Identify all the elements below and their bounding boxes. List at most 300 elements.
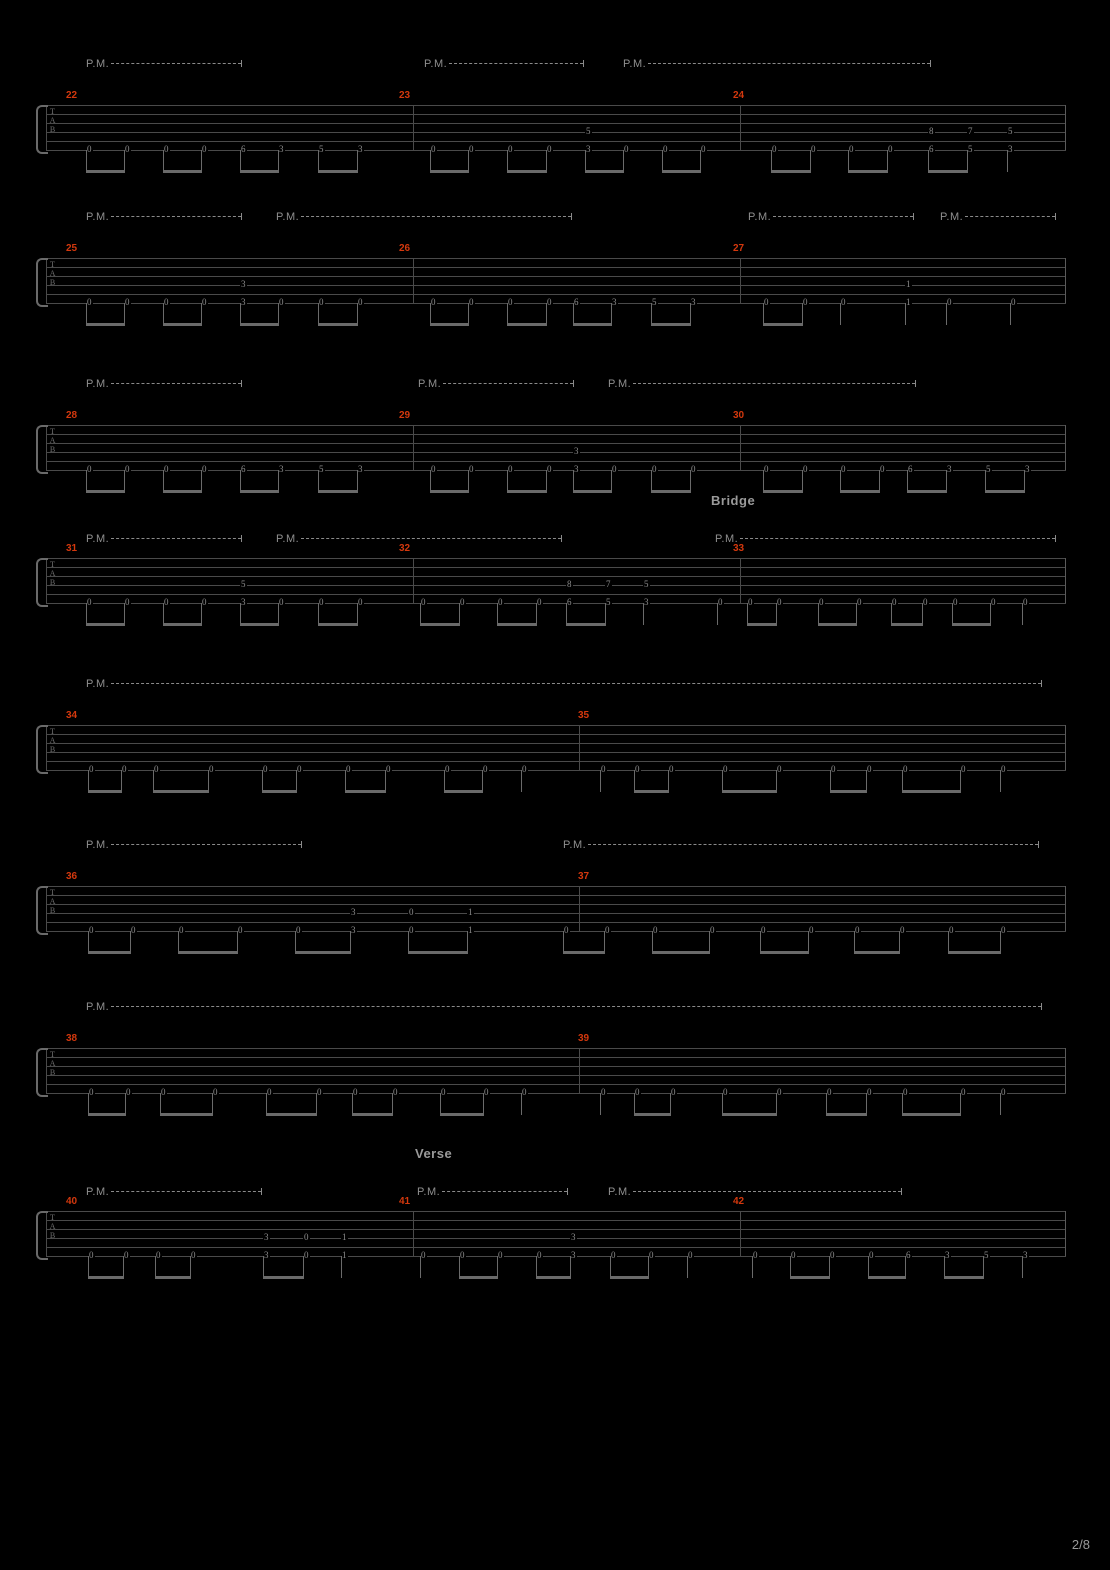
note-beam	[497, 623, 537, 626]
fret-number: 1	[906, 297, 911, 307]
palm-mute-marking	[86, 839, 302, 851]
palm-mute-marking	[86, 678, 1042, 690]
staff-line	[46, 294, 1066, 295]
fret-number: 0	[202, 144, 207, 154]
fret-number: 0	[663, 144, 668, 154]
staff-line	[46, 904, 1066, 905]
note-stem	[1000, 1093, 1001, 1115]
note-stem	[521, 770, 522, 792]
palm-mute-end-tick	[1041, 1003, 1042, 1010]
palm-mute-end-tick	[241, 535, 242, 542]
note-stem	[345, 770, 346, 792]
note-stem	[752, 1256, 753, 1278]
staff-line	[46, 434, 1066, 435]
palm-mute-end-tick	[241, 213, 242, 220]
note-beam	[790, 1276, 830, 1279]
note-stem	[357, 603, 358, 625]
note-stem	[318, 150, 319, 172]
fret-number: 5	[1008, 126, 1013, 136]
note-beam	[318, 170, 358, 173]
fret-number: 0	[125, 144, 130, 154]
staff-brace	[36, 886, 48, 935]
measure-number: 24	[733, 90, 745, 101]
note-stem	[690, 470, 691, 492]
note-stem	[208, 770, 209, 792]
note-stem	[573, 470, 574, 492]
note-stem	[536, 1256, 537, 1278]
note-stem	[507, 470, 508, 492]
note-stem	[536, 603, 537, 625]
fret-number: 3	[691, 297, 696, 307]
tab-clef	[48, 560, 57, 587]
note-beam	[266, 1113, 317, 1116]
note-beam	[662, 170, 701, 173]
note-beam	[763, 323, 803, 326]
fret-number: 1	[906, 279, 911, 289]
palm-mute-label: P.M.	[86, 1001, 110, 1013]
note-stem	[643, 603, 644, 625]
palm-mute-label: P.M.	[418, 378, 442, 390]
fret-number: 1	[342, 1250, 347, 1260]
note-stem	[776, 603, 777, 625]
fret-number: 0	[652, 464, 657, 474]
note-stem	[237, 931, 238, 953]
note-stem	[600, 1093, 601, 1115]
fret-number: 5	[652, 297, 657, 307]
fret-number: 0	[89, 925, 94, 935]
note-stem	[420, 603, 421, 625]
fret-number: 0	[164, 597, 169, 607]
note-stem	[818, 603, 819, 625]
tab-staff	[46, 425, 1066, 470]
note-stem	[86, 303, 87, 325]
palm-mute-marking	[86, 378, 242, 390]
fret-number: 5	[606, 597, 611, 607]
fret-number: 0	[1001, 764, 1006, 774]
tab-clef-letter: A	[49, 269, 56, 278]
note-stem	[690, 303, 691, 325]
fret-number: 0	[498, 597, 503, 607]
staff-line	[46, 895, 1066, 896]
tab-clef	[48, 260, 57, 287]
note-beam	[507, 323, 547, 326]
fret-number: 5	[984, 1250, 989, 1260]
palm-mute-end-tick	[915, 380, 916, 387]
note-beam	[163, 323, 202, 326]
note-stem	[985, 470, 986, 492]
fret-number: 0	[601, 764, 606, 774]
note-stem	[848, 150, 849, 172]
staff-line	[46, 425, 1066, 426]
fret-number: 0	[857, 597, 862, 607]
note-stem	[278, 303, 279, 325]
note-stem	[507, 303, 508, 325]
note-beam	[430, 490, 469, 493]
note-stem	[1022, 1256, 1023, 1278]
barline	[740, 558, 741, 603]
barline	[1065, 105, 1066, 150]
tab-clef-letter: T	[50, 260, 55, 269]
staff-brace	[36, 725, 48, 774]
palm-mute-label: P.M.	[86, 839, 110, 851]
fret-number: 0	[304, 1232, 309, 1242]
fret-number: 0	[469, 144, 474, 154]
fret-number: 0	[358, 597, 363, 607]
palm-mute-marking	[86, 1001, 1042, 1013]
fret-number: 0	[748, 597, 753, 607]
fret-number: 0	[653, 925, 658, 935]
fret-number: 0	[624, 144, 629, 154]
tab-clef-letter: B	[49, 1231, 56, 1240]
note-stem	[521, 1093, 522, 1115]
tab-staff	[46, 558, 1066, 603]
palm-mute-marking	[86, 58, 242, 70]
note-beam	[163, 623, 202, 626]
fret-number: 7	[968, 126, 973, 136]
palm-mute-marking	[563, 839, 1039, 851]
note-beam	[178, 951, 238, 954]
note-stem	[240, 603, 241, 625]
fret-number: 5	[319, 144, 324, 154]
fret-number: 0	[421, 1250, 426, 1260]
fret-number: 0	[564, 925, 569, 935]
note-beam	[420, 623, 460, 626]
fret-number: 0	[900, 925, 905, 935]
note-beam	[985, 490, 1025, 493]
note-stem	[201, 303, 202, 325]
fret-number: 6	[241, 144, 246, 154]
note-beam	[763, 490, 803, 493]
note-beam	[88, 1276, 124, 1279]
note-stem	[163, 303, 164, 325]
staff-line	[46, 761, 1066, 762]
note-stem	[178, 931, 179, 953]
note-stem	[585, 150, 586, 172]
note-stem	[722, 1093, 723, 1115]
note-stem	[662, 150, 663, 172]
note-stem	[1000, 770, 1001, 792]
note-beam	[444, 790, 483, 793]
fret-number: 3	[358, 464, 363, 474]
staff-line	[46, 922, 1066, 923]
fret-number: 0	[87, 597, 92, 607]
section-label: Bridge	[711, 493, 756, 508]
palm-mute-end-tick	[301, 841, 302, 848]
measure-number: 32	[399, 543, 411, 554]
fret-number: 0	[161, 1087, 166, 1097]
barline	[579, 1048, 580, 1093]
staff-line	[46, 585, 1066, 586]
staff-line	[46, 123, 1066, 124]
fret-number: 0	[723, 1087, 728, 1097]
note-stem	[668, 770, 669, 792]
palm-mute-marking	[940, 211, 1056, 223]
note-stem	[1024, 470, 1025, 492]
fret-number: 0	[547, 144, 552, 154]
note-stem	[902, 770, 903, 792]
note-stem	[722, 770, 723, 792]
palm-mute-marking	[86, 1186, 262, 1198]
fret-number: 3	[574, 446, 579, 456]
fret-number: 0	[279, 597, 284, 607]
note-stem	[430, 150, 431, 172]
note-beam	[722, 1113, 777, 1116]
staff-line	[46, 258, 1066, 259]
palm-mute-marking	[608, 378, 916, 390]
fret-number: 3	[241, 279, 246, 289]
barline	[1065, 886, 1066, 931]
note-beam	[163, 170, 202, 173]
tab-staff	[46, 886, 1066, 931]
palm-mute-end-tick	[913, 213, 914, 220]
note-stem	[546, 470, 547, 492]
tab-staff	[46, 1048, 1066, 1093]
fret-number: 0	[87, 144, 92, 154]
fret-number: 0	[601, 1087, 606, 1097]
note-stem	[296, 770, 297, 792]
fret-number: 0	[772, 144, 777, 154]
note-stem	[1000, 931, 1001, 953]
note-stem	[262, 770, 263, 792]
note-stem	[546, 303, 547, 325]
note-stem	[341, 1256, 342, 1278]
note-stem	[605, 603, 606, 625]
fret-number: 0	[317, 1087, 322, 1097]
note-stem	[928, 150, 929, 172]
note-stem	[600, 770, 601, 792]
staff-line	[46, 752, 1066, 753]
note-stem	[468, 303, 469, 325]
palm-mute-label: P.M.	[86, 211, 110, 223]
measure-number: 39	[578, 1033, 590, 1044]
fret-number: 0	[386, 764, 391, 774]
fret-number: 0	[346, 764, 351, 774]
note-beam	[854, 951, 900, 954]
note-stem	[440, 1093, 441, 1115]
fret-number: 0	[267, 1087, 272, 1097]
tab-clef-letter: B	[49, 578, 56, 587]
barline	[740, 258, 741, 303]
palm-mute-end-tick	[573, 380, 574, 387]
palm-mute-marking	[276, 533, 562, 545]
measure-number: 35	[578, 710, 590, 721]
fret-number: 0	[89, 764, 94, 774]
note-stem	[1010, 303, 1011, 325]
palm-mute-marking	[424, 58, 584, 70]
fret-number: 3	[947, 464, 952, 474]
fret-number: 0	[710, 925, 715, 935]
note-stem	[1022, 603, 1023, 625]
note-stem	[124, 603, 125, 625]
note-stem	[392, 1093, 393, 1115]
note-beam	[902, 1113, 961, 1116]
fret-number: 3	[612, 297, 617, 307]
note-stem	[573, 303, 574, 325]
fret-number: 1	[468, 907, 473, 917]
note-beam	[747, 623, 777, 626]
fret-number: 0	[445, 764, 450, 774]
note-beam	[155, 1276, 191, 1279]
note-stem	[123, 1256, 124, 1278]
note-stem	[385, 770, 386, 792]
fret-number: 0	[319, 297, 324, 307]
tab-staff	[46, 258, 1066, 303]
fret-number: 0	[701, 144, 706, 154]
palm-mute-dashes	[648, 63, 930, 64]
note-stem	[240, 470, 241, 492]
fret-number: 0	[263, 764, 268, 774]
measure-number: 33	[733, 543, 745, 554]
note-stem	[868, 1256, 869, 1278]
fret-number: 0	[87, 464, 92, 474]
note-stem	[905, 1256, 906, 1278]
fret-number: 0	[460, 597, 465, 607]
fret-number: 5	[241, 579, 246, 589]
fret-number: 0	[827, 1087, 832, 1097]
palm-mute-marking	[748, 211, 914, 223]
note-stem	[163, 603, 164, 625]
note-beam	[566, 623, 606, 626]
palm-mute-end-tick	[571, 213, 572, 220]
palm-mute-label: P.M.	[417, 1186, 441, 1198]
palm-mute-end-tick	[567, 1188, 568, 1195]
tab-clef-letter: A	[49, 736, 56, 745]
palm-mute-dashes	[111, 683, 1041, 684]
note-stem	[826, 1093, 827, 1115]
note-stem	[459, 603, 460, 625]
palm-mute-label: P.M.	[276, 533, 300, 545]
fret-number: 0	[164, 297, 169, 307]
staff-line	[46, 1211, 1066, 1212]
fret-number: 0	[841, 464, 846, 474]
palm-mute-label: P.M.	[86, 533, 110, 545]
staff-line	[46, 1256, 1066, 1257]
note-beam	[507, 490, 547, 493]
fret-number: 0	[202, 297, 207, 307]
note-beam	[848, 170, 888, 173]
fret-number: 0	[126, 1087, 131, 1097]
note-beam	[430, 323, 469, 326]
palm-mute-marking	[417, 1186, 568, 1198]
tab-clef-letter: T	[50, 888, 55, 897]
note-stem	[866, 1093, 867, 1115]
note-stem	[790, 1256, 791, 1278]
note-stem	[318, 470, 319, 492]
fret-number: 0	[961, 764, 966, 774]
note-stem	[563, 931, 564, 953]
fret-number: 3	[1008, 144, 1013, 154]
fret-number: 0	[122, 764, 127, 774]
fret-number: 0	[279, 297, 284, 307]
staff-line	[46, 276, 1066, 277]
palm-mute-marking	[623, 58, 931, 70]
staff-line	[46, 1238, 1066, 1239]
palm-mute-end-tick	[930, 60, 931, 67]
note-stem	[468, 470, 469, 492]
palm-mute-end-tick	[561, 535, 562, 542]
fret-number: 0	[1023, 597, 1028, 607]
note-stem	[86, 470, 87, 492]
staff-line	[46, 567, 1066, 568]
fret-number: 0	[777, 597, 782, 607]
palm-mute-dashes	[740, 538, 1055, 539]
barline	[579, 725, 580, 770]
note-beam	[459, 1276, 498, 1279]
note-beam	[295, 951, 351, 954]
palm-mute-label: P.M.	[86, 58, 110, 70]
palm-mute-end-tick	[583, 60, 584, 67]
staff-brace	[36, 1048, 48, 1097]
note-beam	[240, 170, 279, 173]
note-beam	[907, 490, 947, 493]
fret-number: 0	[635, 764, 640, 774]
note-stem	[121, 770, 122, 792]
fret-number: 3	[264, 1250, 269, 1260]
note-stem	[747, 603, 748, 625]
palm-mute-marking	[608, 1186, 902, 1198]
tab-clef-letter: B	[49, 125, 56, 134]
note-stem	[810, 150, 811, 172]
palm-mute-label: P.M.	[715, 533, 739, 545]
fret-number: 0	[947, 297, 952, 307]
note-stem	[776, 1093, 777, 1115]
fret-number: 5	[319, 464, 324, 474]
note-stem	[420, 1256, 421, 1278]
fret-number: 6	[908, 464, 913, 474]
palm-mute-label: P.M.	[623, 58, 647, 70]
note-beam	[952, 623, 991, 626]
note-stem	[776, 770, 777, 792]
fret-number: 6	[241, 464, 246, 474]
palm-mute-end-tick	[1041, 680, 1042, 687]
note-stem	[190, 1256, 191, 1278]
measure-number: 41	[399, 1196, 411, 1207]
note-beam	[573, 490, 612, 493]
note-beam	[318, 323, 358, 326]
palm-mute-dashes	[111, 216, 241, 217]
fret-number: 5	[644, 579, 649, 589]
fret-number: 3	[264, 1232, 269, 1242]
fret-number: 0	[841, 297, 846, 307]
palm-mute-dashes	[111, 1191, 261, 1192]
palm-mute-dashes	[773, 216, 913, 217]
note-stem	[430, 303, 431, 325]
fret-number: 0	[611, 1250, 616, 1260]
note-stem	[905, 303, 906, 325]
barline	[740, 105, 741, 150]
fret-number: 0	[125, 597, 130, 607]
palm-mute-dashes	[442, 1191, 567, 1192]
note-beam	[634, 1113, 671, 1116]
note-beam	[651, 323, 691, 326]
note-stem	[212, 1093, 213, 1115]
note-beam	[240, 323, 279, 326]
fret-number: 1	[468, 925, 473, 935]
note-beam	[826, 1113, 867, 1116]
note-stem	[983, 1256, 984, 1278]
note-stem	[623, 150, 624, 172]
fret-number: 0	[867, 764, 872, 774]
note-stem	[350, 931, 351, 953]
fret-number: 0	[441, 1087, 446, 1097]
fret-number: 0	[319, 597, 324, 607]
note-stem	[86, 150, 87, 172]
palm-mute-dashes	[443, 383, 573, 384]
fret-number: 0	[903, 764, 908, 774]
note-beam	[440, 1113, 484, 1116]
barline	[1065, 425, 1066, 470]
note-beam	[771, 170, 811, 173]
